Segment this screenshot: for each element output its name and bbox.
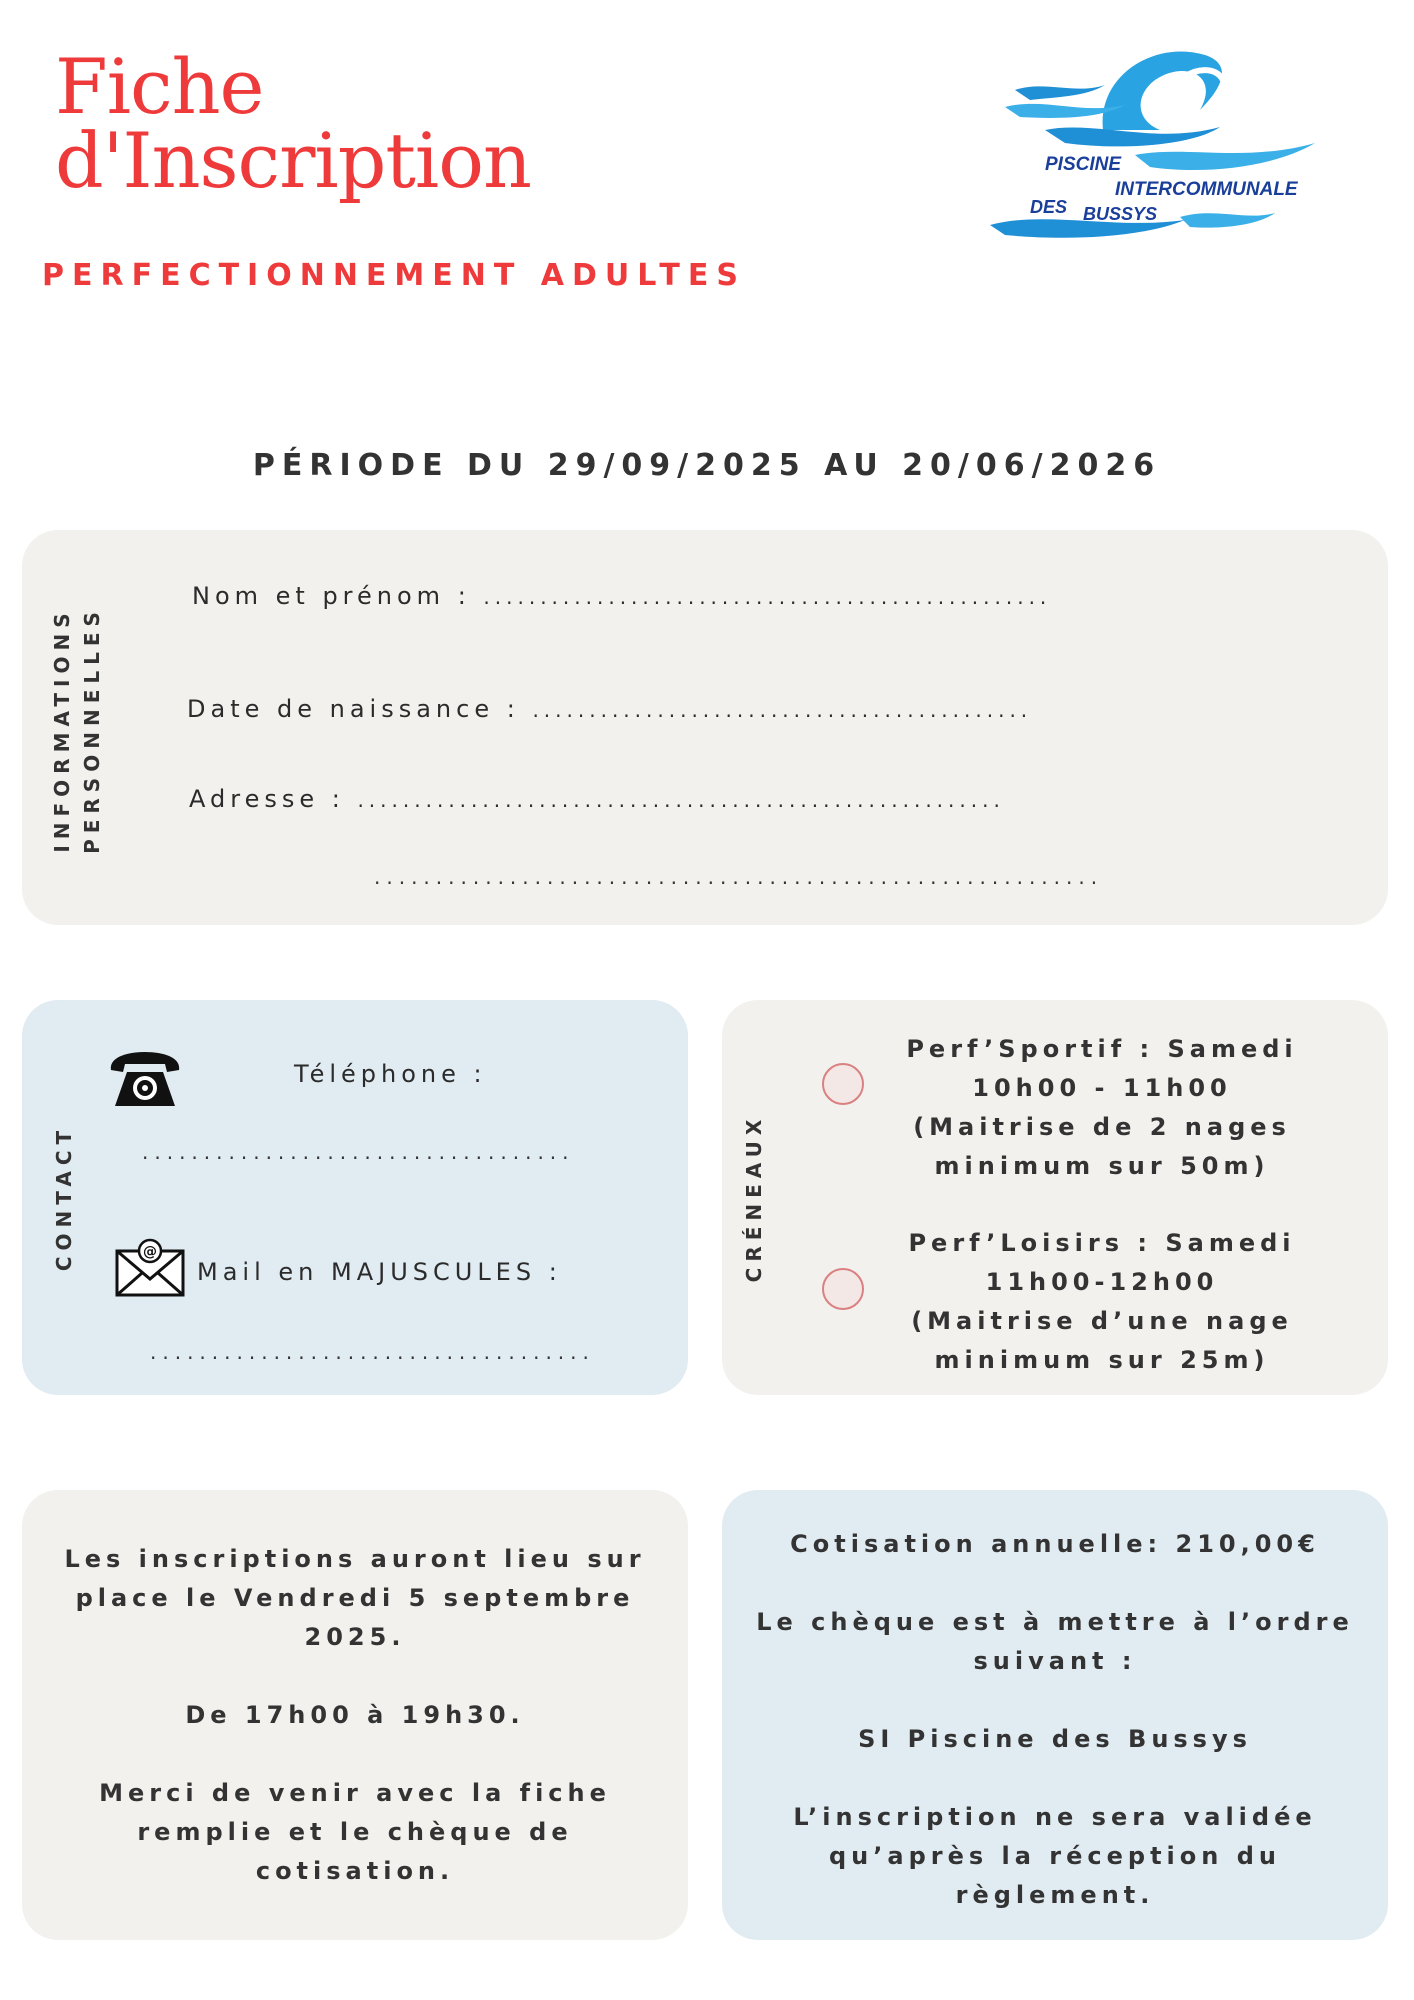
section-label-line-1: INFORMATIONS xyxy=(50,607,74,853)
cheque-payee: SI Piscine des Bussys xyxy=(858,1725,1252,1753)
registration-info-card xyxy=(22,1490,688,1940)
page-title xyxy=(55,42,755,205)
logo-text-piscine: PISCINE xyxy=(1045,154,1122,175)
address-label: Adresse : xyxy=(189,785,358,813)
registration-p1-line-1: Les inscriptions auront lieu sur xyxy=(64,1545,646,1573)
slot-1-line-2: 10h00 - 11h00 xyxy=(972,1074,1232,1102)
name-label: Nom et prénom : xyxy=(192,582,484,610)
registration-paragraph-1 xyxy=(22,1540,688,1657)
telephone-icon xyxy=(105,1050,185,1110)
contact-card xyxy=(22,1000,688,1395)
logo-text-intercommunale: INTERCOMMUNALE xyxy=(1115,179,1298,200)
slot-1-line-4: minimum sur 50m) xyxy=(934,1152,1270,1180)
cheque-line-2: suivant : xyxy=(973,1647,1137,1675)
personal-info-section-label xyxy=(47,606,107,854)
birthdate-label: Date de naissance : xyxy=(187,695,533,723)
phone-field[interactable]: ................................... xyxy=(142,1140,575,1164)
slot-2-line-3: (Maitrise d’une nage xyxy=(911,1307,1293,1335)
registration-p1-line-2: place le Vendredi 5 septembre xyxy=(75,1584,635,1612)
cheque-instructions xyxy=(722,1603,1388,1681)
slots-section-label: CRÉNEAUX xyxy=(742,1113,766,1283)
title-line-1: Fiche xyxy=(55,42,264,131)
validation-line-1: L’inscription ne sera validée xyxy=(793,1803,1317,1831)
slot-1-radio[interactable] xyxy=(822,1063,864,1105)
payment-info-card xyxy=(722,1490,1388,1940)
mail-field[interactable]: .................................... xyxy=(150,1340,595,1364)
logo-text-bussys: BUSSYS xyxy=(1083,204,1158,224)
name-dots: .................................................. xyxy=(483,585,1052,609)
validation-notice xyxy=(722,1798,1388,1915)
phone-label: Téléphone : xyxy=(294,1060,487,1088)
contact-section-label: CONTACT xyxy=(52,1124,76,1272)
address-line-2-field[interactable]: ........................................................... xyxy=(374,865,1104,889)
birthdate-dots: ............................................ xyxy=(532,698,1033,722)
annual-fee: Cotisation annuelle: 210,00€ xyxy=(790,1530,1320,1558)
validation-line-2: qu’après la réception du xyxy=(829,1842,1281,1870)
registration-info-text xyxy=(22,1540,688,1891)
address-dots: ......................................................... xyxy=(357,788,1005,812)
envelope-at-icon xyxy=(114,1237,186,1299)
svg-text:@: @ xyxy=(143,1244,157,1260)
section-label-line-2: PERSONNELLES xyxy=(80,606,104,854)
name-field[interactable] xyxy=(192,582,1051,610)
slot-2-line-1: Perf’Loisirs : Samedi xyxy=(908,1229,1296,1257)
personal-info-card xyxy=(22,530,1388,925)
birthdate-field[interactable] xyxy=(187,695,1032,723)
slot-2-text xyxy=(892,1224,1312,1380)
slot-2-radio[interactable] xyxy=(822,1268,864,1310)
registration-paragraph-3 xyxy=(22,1774,688,1891)
logo-text-des: DES xyxy=(1030,197,1068,217)
mail-label: Mail en MAJUSCULES : xyxy=(197,1258,562,1286)
registration-p3-line-3: cotisation. xyxy=(255,1857,455,1885)
registration-hours: De 17h00 à 19h30. xyxy=(185,1701,525,1729)
cheque-line-1: Le chèque est à mettre à l’ordre xyxy=(756,1608,1354,1636)
registration-p3-line-2: remplie et le chèque de xyxy=(137,1818,573,1846)
page-subtitle: PERFECTIONNEMENT ADULTES xyxy=(42,258,746,293)
title-line-2: d'Inscription xyxy=(55,116,531,205)
payment-info-text xyxy=(722,1525,1388,1915)
address-field[interactable] xyxy=(189,785,1005,813)
registration-p1-line-3: 2025. xyxy=(304,1623,406,1651)
registration-period: PÉRIODE DU 29/09/2025 AU 20/06/2026 xyxy=(252,448,1162,483)
slots-card xyxy=(722,1000,1388,1395)
slot-1-text xyxy=(892,1030,1312,1186)
registration-p3-line-1: Merci de venir avec la fiche xyxy=(99,1779,611,1807)
slot-2-line-4: minimum sur 25m) xyxy=(934,1346,1270,1374)
slot-1-line-1: Perf’Sportif : Samedi xyxy=(906,1035,1298,1063)
validation-line-3: règlement. xyxy=(955,1881,1155,1909)
slot-1-line-3: (Maitrise de 2 nages xyxy=(913,1113,1291,1141)
slot-2-line-2: 11h00-12h00 xyxy=(985,1268,1219,1296)
pool-logo xyxy=(985,35,1335,250)
